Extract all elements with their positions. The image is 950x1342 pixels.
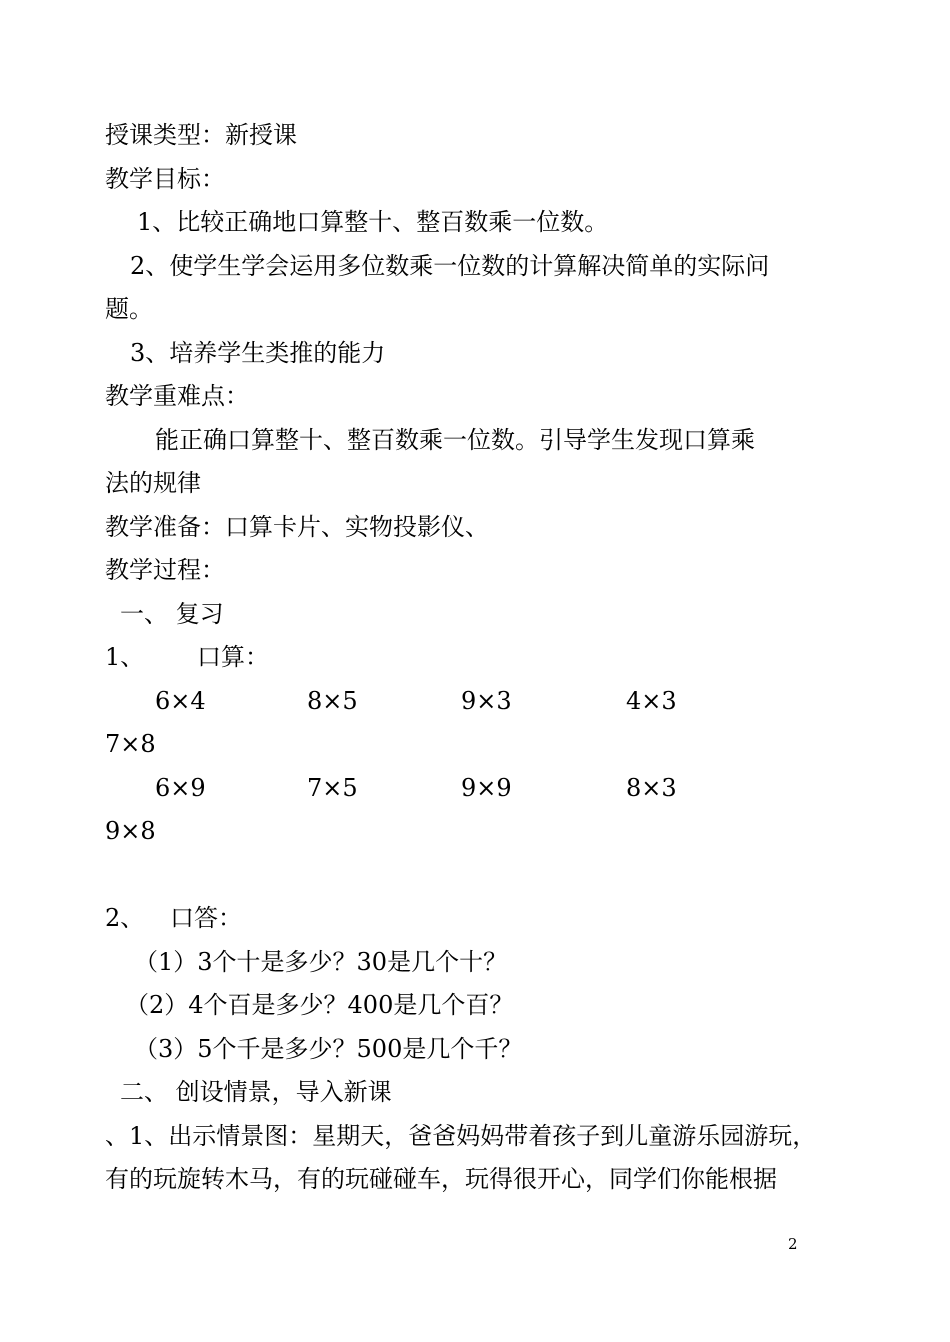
objective-2-continued: 题。 (105, 295, 153, 323)
question-1: （1）3个十是多少？30是几个十？ (134, 948, 508, 976)
key-difficulties-text-continued: 法的规律 (105, 469, 201, 497)
expression: 9×8 (105, 817, 156, 845)
objective-1: 1、比较正确地口算整十、整百数乘一位数。 (137, 208, 609, 236)
expression: 6×9 (155, 774, 206, 802)
expression: 9×3 (461, 687, 512, 715)
expression: 8×3 (626, 774, 677, 802)
section-review-heading: 一、 复习 (120, 600, 224, 628)
page-number: 2 (788, 1235, 798, 1253)
question-3: （3）5个千是多少？500是几个千？ (134, 1035, 523, 1063)
lesson-type-line: 授课类型：新授课 (105, 121, 297, 149)
expression: 6×4 (155, 687, 206, 715)
teaching-process-heading: 教学过程： (105, 556, 225, 584)
key-difficulties-heading: 教学重难点： (105, 382, 249, 410)
question-2: （2）4个百是多少？400是几个百？ (125, 991, 514, 1019)
teaching-objectives-heading: 教学目标： (105, 165, 225, 193)
section-scenario-heading: 二、 创设情景，导入新课 (120, 1078, 392, 1106)
expression: 9×9 (461, 774, 512, 802)
objective-3: 3、培养学生类推的能力 (130, 339, 386, 367)
objective-2: 2、使学生学会运用多位数乘一位数的计算解决简单的实际问 (130, 252, 770, 280)
scenario-paragraph-line-1: 、1、出示情景图：星期天，爸爸妈妈带着孩子到儿童游乐园游玩， (105, 1122, 817, 1150)
expression: 7×5 (307, 774, 358, 802)
expression: 4×3 (626, 687, 677, 715)
item-2-number: 2、 (105, 904, 145, 932)
item-1-label: 口算： (197, 643, 269, 671)
item-2-label: 口答： (170, 904, 242, 932)
scenario-paragraph-line-2: 有的玩旋转木马，有的玩碰碰车，玩得很开心，同学们你能根据 (105, 1165, 777, 1193)
item-1-number: 1、 (105, 643, 145, 671)
expression: 8×5 (307, 687, 358, 715)
teaching-preparation-line: 教学准备：口算卡片、实物投影仪、 (105, 513, 489, 541)
expression: 7×8 (105, 730, 156, 758)
key-difficulties-text: 能正确口算整十、整百数乘一位数。引导学生发现口算乘 (155, 426, 755, 454)
